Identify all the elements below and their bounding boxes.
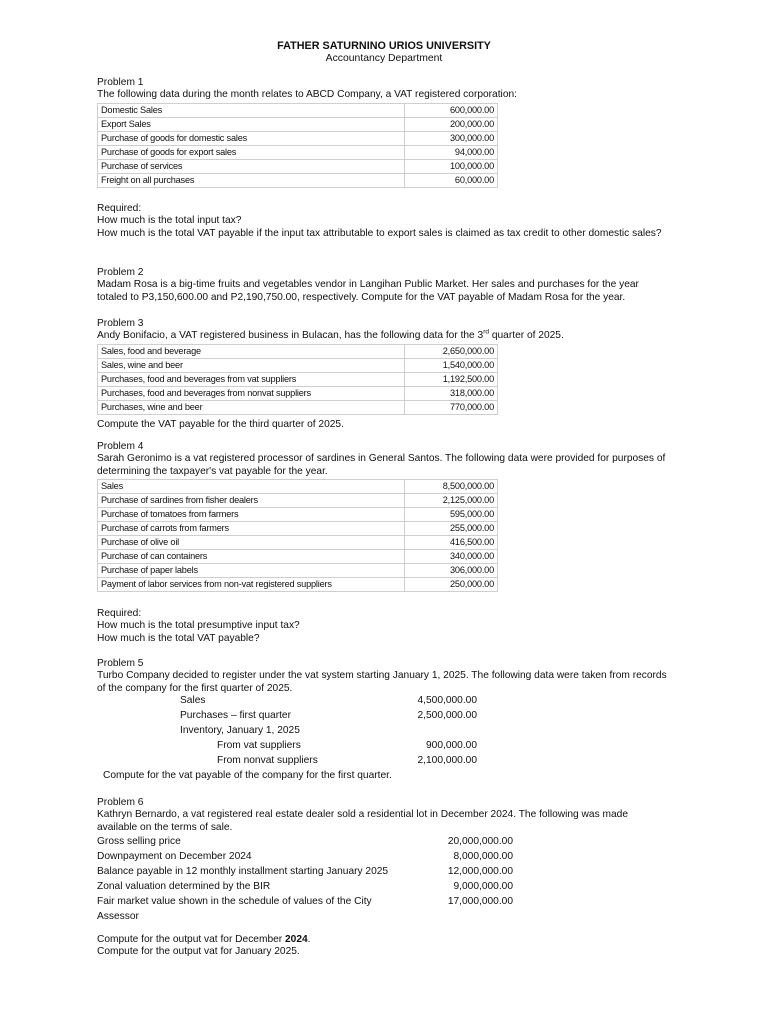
university-name: FATHER SATURNINO URIOS UNIVERSITY	[277, 40, 491, 52]
table-row	[98, 480, 498, 494]
list-item	[97, 881, 669, 896]
problem-5-purchases-row	[97, 710, 669, 725]
required-label: Required:	[97, 203, 142, 214]
problem-5-inventory-row	[97, 725, 669, 740]
problem-1-required	[97, 203, 669, 240]
row-amount: 2,125,000.00	[405, 494, 498, 508]
question: Compute for the output vat for January 2025.	[97, 946, 300, 958]
row-amount: 2,650,000.00	[405, 344, 498, 358]
question: How much is the total presumptive input tax?	[97, 620, 300, 632]
row-label: Balance payable in 12 monthly installment starting January 2025	[97, 866, 389, 878]
row-amount: 12,000,000.00	[447, 866, 513, 878]
row-label: Payment of labor services from non-vat registered suppliers	[98, 578, 405, 592]
row-amount: 17,000,000.00	[447, 896, 513, 908]
list-item	[97, 836, 669, 851]
row-label: Purchases, food and beverages from vat suppliers	[98, 372, 405, 386]
row-amount: 100,000.00	[405, 159, 498, 173]
problem-4-intro: Sarah Geronimo is a vat registered processor of sardines in General Santos. The following data were provided for purposes of determining the taxpayer's vat payable for the year.	[97, 453, 666, 477]
row-amount: 4,500,000.00	[417, 695, 477, 707]
row-label: From nonvat suppliers	[217, 755, 318, 767]
table-row	[98, 522, 498, 536]
problem-5-vat-row	[97, 740, 669, 755]
problem-3	[97, 318, 669, 431]
problem-3-table	[97, 344, 498, 415]
table-row	[98, 564, 498, 578]
problem-3-closing: Compute the VAT payable for the third quarter of 2025.	[97, 418, 344, 430]
row-amount: 2,100,000.00	[417, 755, 477, 767]
row-amount: 770,000.00	[405, 400, 498, 414]
row-label: Purchase of paper labels	[98, 564, 405, 578]
question: How much is the total VAT payable if the input tax attributable to export sales is claimed as tax credit to other domestic sales?	[97, 227, 662, 239]
table-row	[98, 400, 498, 414]
required-label: Required:	[97, 608, 142, 619]
list-item	[97, 866, 669, 881]
table-row	[98, 145, 498, 159]
problem-4-title: Problem 4	[97, 441, 144, 452]
table-row	[98, 536, 498, 550]
list-item	[97, 851, 669, 866]
problem-4-required	[97, 608, 669, 645]
table-row	[98, 344, 498, 358]
table-row	[98, 159, 498, 173]
row-label: Purchases, food and beverages from nonvat suppliers	[98, 386, 405, 400]
table-row	[98, 508, 498, 522]
table-row	[98, 358, 498, 372]
row-amount: 250,000.00	[405, 578, 498, 592]
question: How much is the total input tax?	[97, 215, 242, 227]
row-amount: 2,500,000.00	[417, 710, 477, 722]
row-amount: 306,000.00	[405, 564, 498, 578]
row-label: Gross selling price	[97, 836, 181, 848]
problem-5-nonvat-row	[97, 755, 669, 770]
row-amount: 416,500.00	[405, 536, 498, 550]
row-label: Sales	[98, 480, 405, 494]
question: Compute for the output vat for December 2024.	[97, 934, 311, 945]
row-amount: 595,000.00	[405, 508, 498, 522]
row-label: Purchase of olive oil	[98, 536, 405, 550]
row-amount: 1,192,500.00	[405, 372, 498, 386]
problem-6-terms	[97, 836, 669, 896]
row-amount: 60,000.00	[405, 173, 498, 187]
problem-1-table	[97, 103, 498, 188]
row-label: Assessor	[97, 911, 139, 923]
row-amount: 900,000.00	[426, 740, 477, 752]
row-amount: 20,000,000.00	[447, 836, 513, 848]
row-label: Purchase of sardines from fisher dealers	[98, 494, 405, 508]
row-amount: 200,000.00	[405, 117, 498, 131]
row-label: Export Sales	[98, 117, 405, 131]
problem-3-intro: Andy Bonifacio, a VAT registered business in Bulacan, has the following data for the 3rd quarter of 2025.	[97, 329, 564, 342]
problem-6	[97, 797, 669, 926]
problem-5-sales-row	[97, 695, 669, 710]
row-label: Freight on all purchases	[98, 173, 405, 187]
problem-1-title: Problem 1	[97, 77, 144, 88]
row-label: Fair market value shown in the schedule of values of the City	[97, 896, 372, 908]
row-label: Purchase of goods for export sales	[98, 145, 405, 159]
document-header	[0, 40, 768, 65]
row-label: Purchase of services	[98, 159, 405, 173]
row-amount: 255,000.00	[405, 522, 498, 536]
problem-1	[97, 77, 669, 188]
problem-6-title: Problem 6	[97, 797, 144, 808]
problem-1-intro: The following data during the month relates to ABCD Company, a VAT registered corporation:	[97, 89, 517, 101]
row-amount: 8,000,000.00	[453, 851, 513, 863]
problem-6-fmv-row-cont	[97, 911, 669, 926]
row-amount: 300,000.00	[405, 131, 498, 145]
row-label: Zonal valuation determined by the BIR	[97, 881, 271, 893]
table-row	[98, 131, 498, 145]
row-label: Purchase of tomatoes from farmers	[98, 508, 405, 522]
row-label: Purchases – first quarter	[180, 710, 291, 722]
problem-5-title: Problem 5	[97, 658, 144, 669]
table-row	[98, 578, 498, 592]
table-row	[98, 386, 498, 400]
row-label: From vat suppliers	[217, 740, 301, 752]
row-amount: 600,000.00	[405, 103, 498, 117]
problem-2	[97, 267, 669, 304]
table-row	[98, 103, 498, 117]
problem-2-title: Problem 2	[97, 267, 144, 278]
row-label: Sales, food and beverage	[98, 344, 405, 358]
problem-6-intro: Kathryn Bernardo, a vat registered real estate dealer sold a residential lot in December 2024. The following was made available on the terms of sale.	[97, 809, 628, 833]
row-label: Sales	[180, 695, 206, 707]
row-label: Purchase of can containers	[98, 550, 405, 564]
row-amount: 340,000.00	[405, 550, 498, 564]
row-label: Domestic Sales	[98, 103, 405, 117]
problem-5	[97, 658, 669, 783]
problem-2-text: Madam Rosa is a big-time fruits and vegetables vendor in Langihan Public Market. Her sales and purchases for the year totaled to P3,150,600.00 and P2,190,750.00, respectively. Compute for the VAT payable of Madam Rosa for the year.	[97, 279, 639, 303]
table-row	[98, 550, 498, 564]
question: How much is the total VAT payable?	[97, 632, 260, 644]
table-row	[98, 117, 498, 131]
row-amount: 1,540,000.00	[405, 358, 498, 372]
row-label: Inventory, January 1, 2025	[180, 725, 300, 737]
table-row	[98, 372, 498, 386]
row-amount: 94,000.00	[405, 145, 498, 159]
table-row	[98, 494, 498, 508]
problem-6-fmv-row	[97, 896, 669, 911]
row-label: Sales, wine and beer	[98, 358, 405, 372]
problem-6-questions	[97, 934, 669, 959]
row-amount: 9,000,000.00	[453, 881, 513, 893]
problem-5-closing: Compute for the vat payable of the company for the first quarter.	[103, 770, 392, 782]
table-row	[98, 173, 498, 187]
problem-4	[97, 441, 669, 592]
row-amount: 318,000.00	[405, 386, 498, 400]
row-label: Purchase of goods for domestic sales	[98, 131, 405, 145]
problem-3-title: Problem 3	[97, 318, 144, 329]
row-label: Purchase of carrots from farmers	[98, 522, 405, 536]
department-name: Accountancy Department	[325, 53, 443, 64]
problem-5-intro: Turbo Company decided to register under the vat system starting January 1, 2025. The following data were taken from records of the company for the first quarter of 2025.	[97, 670, 667, 694]
row-label: Downpayment on December 2024	[97, 851, 252, 863]
problem-4-table	[97, 479, 498, 592]
row-label: Purchases, wine and beer	[98, 400, 405, 414]
row-amount: 8,500,000.00	[405, 480, 498, 494]
